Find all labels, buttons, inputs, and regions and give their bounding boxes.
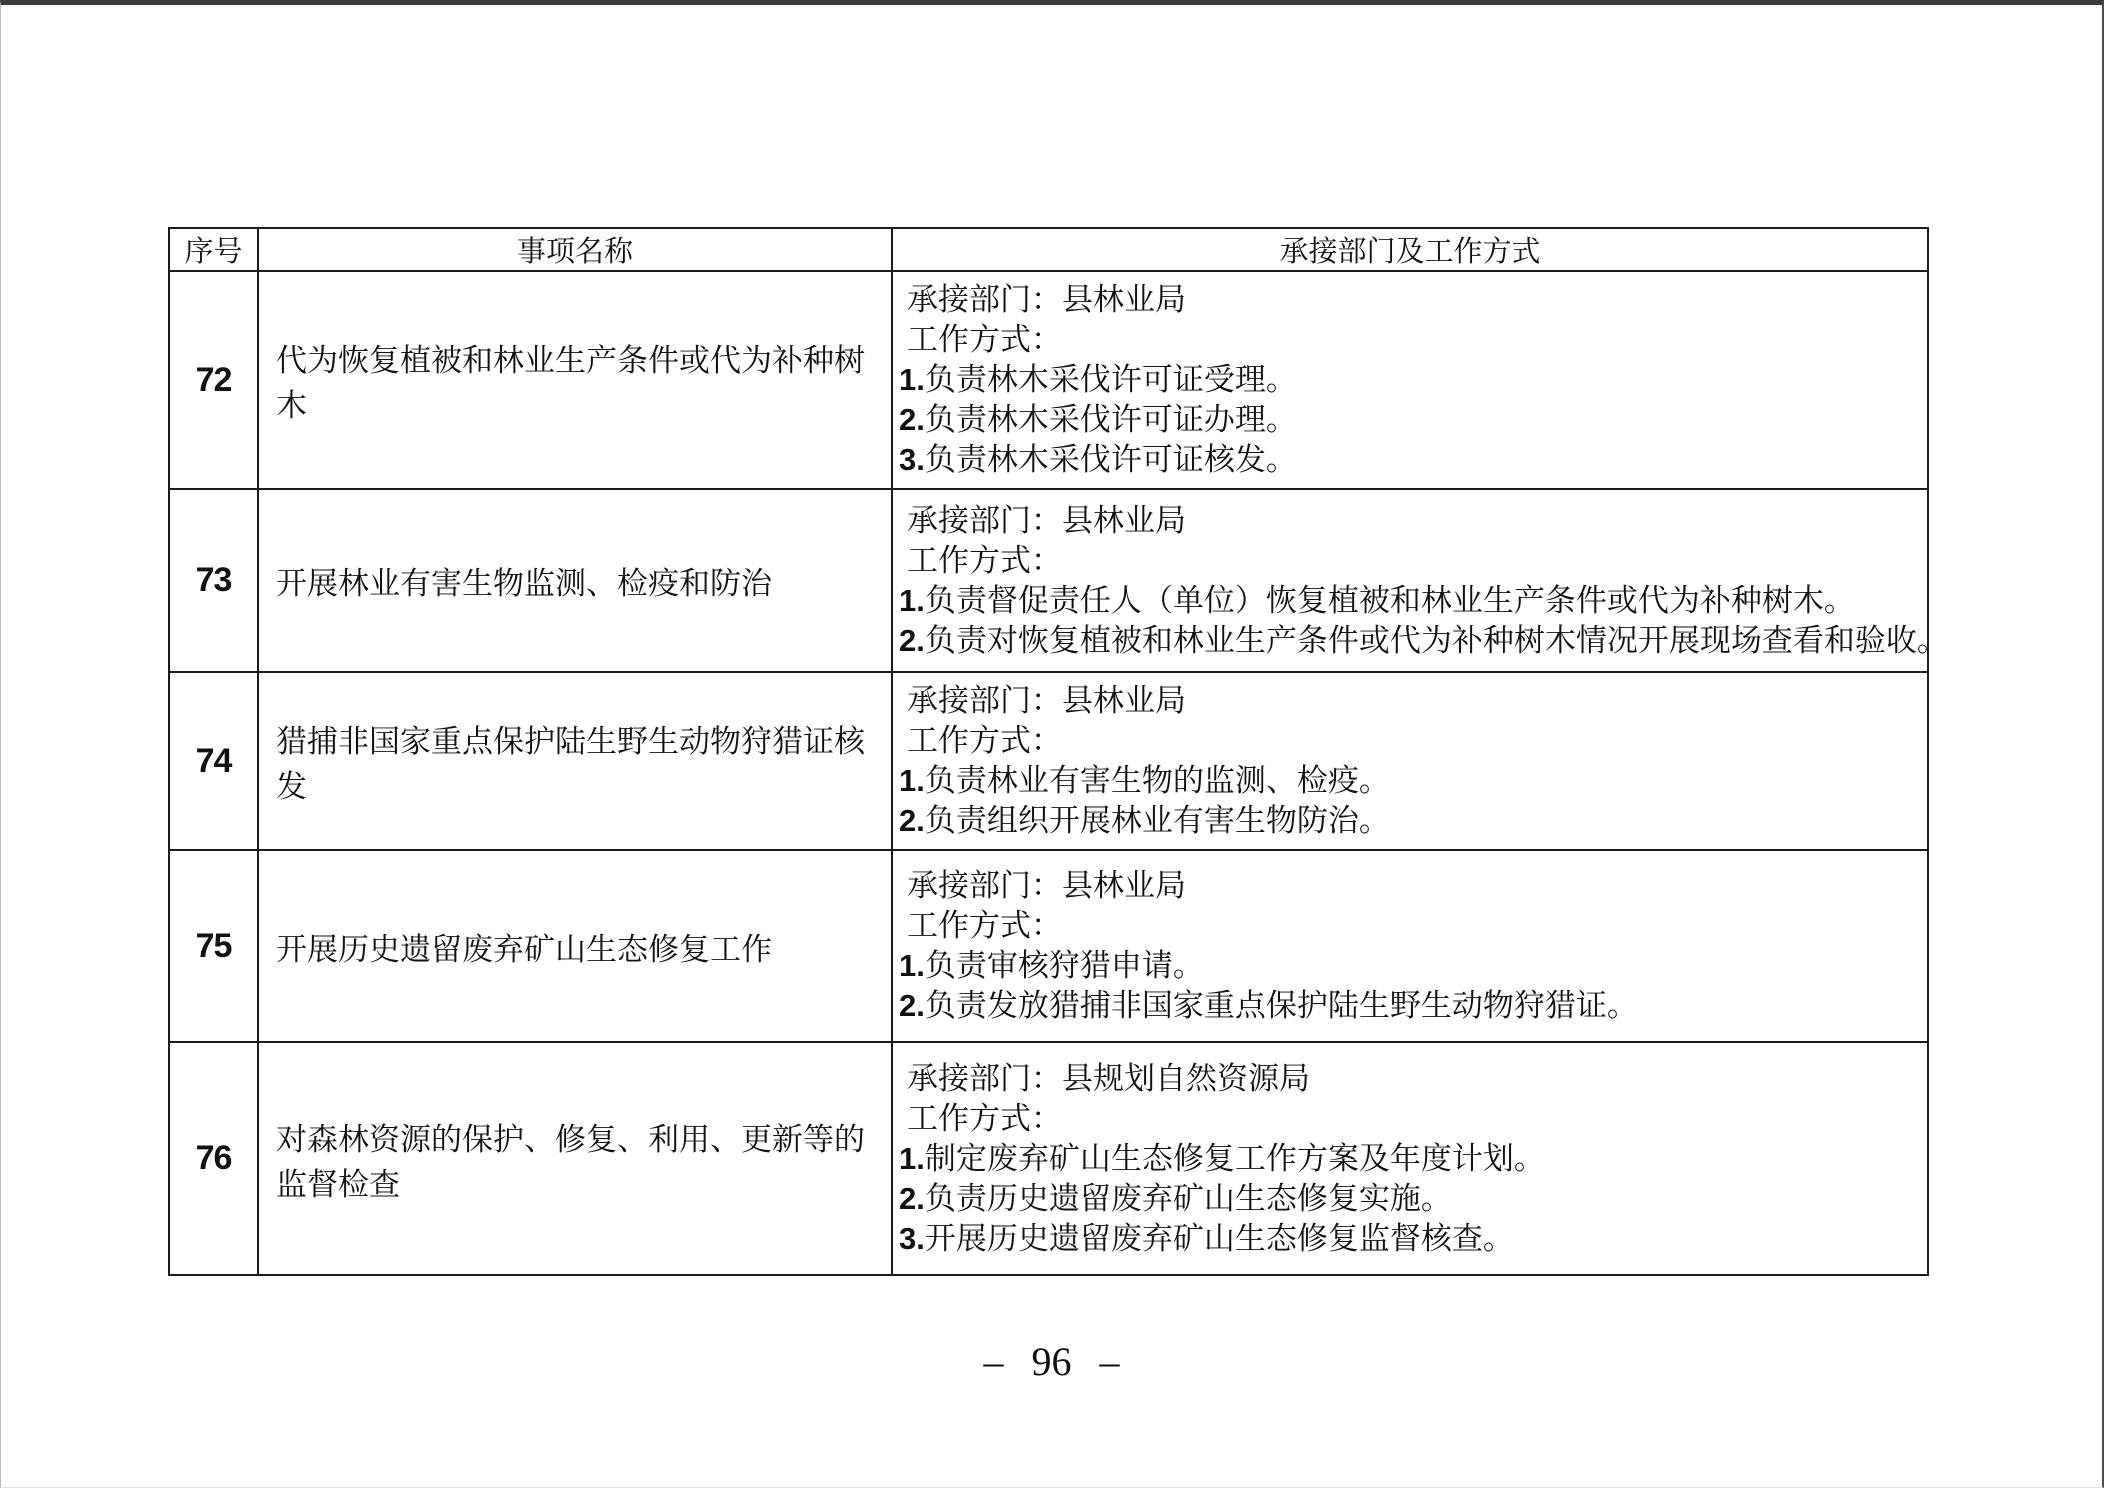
table-row [169,271,1928,489]
row-number: 76 [169,1042,258,1275]
dept-line: 承接部门：县林业局 [907,282,1186,317]
row-number: 75 [169,850,258,1042]
method-item: 1.负责审核狩猎申请。 [899,948,1204,983]
method-item: 2.负责林木采伐许可证办理。 [899,402,1297,437]
method-item: 1.制定废弃矿山生态修复工作方案及年度计划。 [899,1140,1545,1176]
dept-line: 承接部门：县林业局 [907,683,1186,718]
item-name: 开展林业有害生物监测、检疫和防治 [258,489,892,672]
method-item: 1.负责林木采伐许可证受理。 [899,362,1297,397]
department-cell [892,1042,1928,1275]
responsibility-table [168,227,1948,1276]
method-label: 工作方式： [907,723,1062,758]
table-row [169,672,1928,850]
page-number: – 96 – [983,1339,1120,1384]
method-label: 工作方式： [907,1100,1062,1136]
table-header-row [169,228,1928,271]
department-cell [892,489,1948,672]
method-item: 1.负责督促责任人（单位）恢复植被和林业生产条件或代为补种树木。 [899,582,1855,618]
col-header-department: 承接部门及工作方式 [892,228,1928,271]
method-item: 1.负责林业有害生物的监测、检疫。 [899,763,1390,798]
department-cell [892,850,1928,1042]
method-label: 工作方式： [907,542,1062,578]
table-row [169,489,1928,672]
dept-line: 承接部门：县林业局 [907,868,1186,903]
table-row [169,850,1928,1042]
department-cell [892,672,1928,850]
department-cell [892,271,1928,489]
method-item: 3.开展历史遗留废弃矿山生态修复监督核查。 [899,1220,1514,1256]
item-name: 对森林资源的保护、修复、利用、更新等的监督检查 [258,1042,892,1275]
dept-line: 承接部门：县规划自然资源局 [907,1060,1310,1096]
method-item: 2.负责发放猎捕非国家重点保护陆生野生动物狩猎证。 [899,988,1638,1023]
method-item: 2.负责组织开展林业有害生物防治。 [899,803,1390,838]
row-number: 72 [169,271,258,489]
col-header-item-name: 事项名称 [258,228,892,271]
col-header-index: 序号 [169,228,258,271]
item-name: 猎捕非国家重点保护陆生野生动物狩猎证核发 [258,672,892,850]
item-name: 代为恢复植被和林业生产条件或代为补种树木 [258,271,892,489]
dept-line: 承接部门：县林业局 [907,502,1186,538]
row-number: 73 [169,489,258,672]
method-item: 3.负责林木采伐许可证核发。 [899,442,1297,477]
table-row [169,1042,1928,1275]
method-label: 工作方式： [907,322,1062,357]
method-item: 2.负责历史遗留废弃矿山生态修复实施。 [899,1180,1452,1216]
method-label: 工作方式： [907,908,1062,943]
item-name: 开展历史遗留废弃矿山生态修复工作 [258,850,892,1042]
row-number: 74 [169,672,258,850]
method-item: 2.负责对恢复植被和林业生产条件或代为补种树木情况开展现场查看和验收。 [899,622,1948,658]
